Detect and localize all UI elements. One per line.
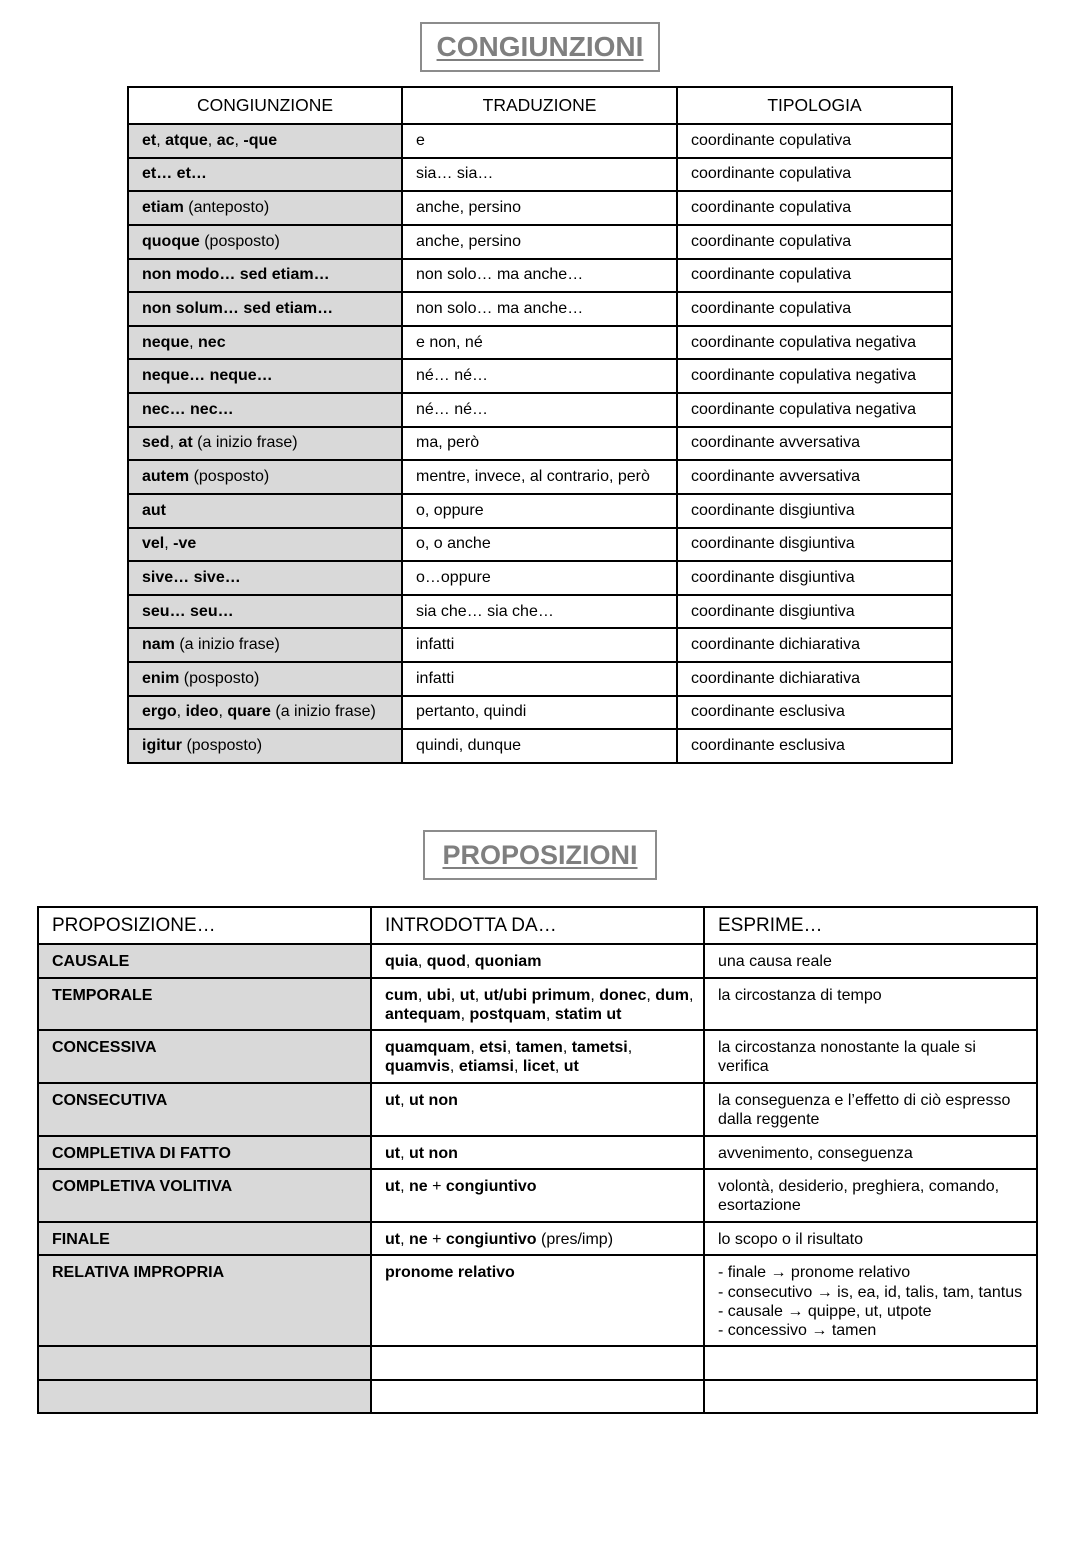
conjunction-cell — [129, 697, 403, 731]
plain-text: , — [449, 1058, 459, 1076]
expresses-line: - causale → quippe, ut, utpote — [718, 1302, 932, 1320]
table-header-row — [129, 88, 953, 125]
expresses-cell — [705, 1170, 1038, 1223]
conjunction-row — [129, 125, 953, 159]
plain-text: , — [506, 1039, 516, 1057]
typology-cell: coordinante disgiuntiva — [678, 529, 953, 563]
conjunction-cell — [129, 596, 403, 630]
latin-term: ubi — [426, 986, 451, 1004]
latin-term: ut — [385, 1230, 401, 1248]
conjunction-row — [129, 428, 953, 462]
plain-text: , — [646, 986, 656, 1004]
plain-text: , — [176, 703, 186, 721]
introduced-by-line — [385, 1230, 695, 1249]
plain-text: (a inizio frase) — [174, 636, 280, 654]
latin-term: -que — [243, 131, 278, 149]
conjunction-text — [142, 603, 234, 621]
plain-text: , — [400, 1178, 409, 1196]
typology-cell: coordinante avversativa — [678, 461, 953, 495]
expresses-cell — [705, 1031, 1038, 1084]
proposition-cell: CAUSALE — [39, 945, 372, 979]
latin-term: sed — [142, 434, 170, 452]
typology-cell: coordinante copulativa — [678, 226, 953, 260]
latin-term: atque — [165, 131, 208, 149]
latin-term: quoniam — [474, 953, 542, 970]
latin-term: ut — [385, 1144, 401, 1162]
translation-cell: né… né… — [403, 360, 678, 394]
plain-text: , — [470, 1039, 480, 1057]
latin-term: ut non — [409, 1091, 458, 1109]
latin-term: ut/ubi primum — [483, 986, 591, 1004]
conjunction-text — [142, 535, 196, 553]
latin-term: quod — [426, 953, 466, 970]
latin-term: antequam — [385, 1005, 461, 1023]
latin-term: neque… neque… — [142, 367, 273, 385]
blank-row — [39, 1347, 1038, 1381]
blank-cell — [39, 1381, 372, 1415]
conjunction-cell — [129, 159, 403, 193]
typology-cell: coordinante copulativa negativa — [678, 327, 953, 361]
plain-text: , — [207, 131, 217, 149]
latin-term: et — [142, 131, 157, 149]
conjunction-text — [142, 165, 207, 183]
conjunction-row — [129, 629, 953, 663]
latin-term: ne — [409, 1230, 428, 1248]
expresses-cell — [705, 1137, 1038, 1171]
introduced-by-line — [385, 1091, 695, 1110]
header-introduced-by: INTRODOTTA DA… — [372, 908, 705, 945]
conjunction-cell — [129, 360, 403, 394]
plain-text: , — [164, 535, 174, 553]
latin-term: neque — [142, 333, 190, 351]
introduced-by-line — [385, 1057, 695, 1076]
latin-term: statim ut — [554, 1005, 622, 1023]
translation-cell: sia che… sia che… — [403, 596, 678, 630]
plain-text: (a inizio frase) — [270, 703, 376, 721]
latin-term: nec… nec… — [142, 400, 234, 418]
plain-text: , — [554, 1058, 564, 1076]
conjunction-text — [142, 401, 234, 419]
conjunctions-table — [127, 86, 953, 764]
conjunction-row — [129, 730, 953, 764]
translation-cell: o…oppure — [403, 562, 678, 596]
header-conjunction: CONGIUNZIONE — [129, 88, 403, 125]
expresses-line: esortazione — [718, 1197, 801, 1215]
conjunction-text — [142, 300, 333, 318]
latin-term: -ve — [173, 535, 197, 553]
introduced-by-cell — [372, 1170, 705, 1223]
latin-term: ne — [409, 1178, 428, 1196]
conjunction-cell — [129, 730, 403, 764]
introduced-by-line — [385, 952, 695, 971]
latin-term: tametsi — [571, 1039, 628, 1057]
plain-text: (posposto) — [182, 737, 263, 755]
proposition-cell: COMPLETIVA DI FATTO — [39, 1137, 372, 1171]
conjunction-cell — [129, 192, 403, 226]
typology-cell: coordinante esclusiva — [678, 697, 953, 731]
conjunction-row — [129, 226, 953, 260]
translation-cell: ma, però — [403, 428, 678, 462]
expresses-line: la circostanza di tempo — [718, 986, 882, 1004]
blank-cell — [39, 1347, 372, 1381]
plain-text: , — [689, 986, 694, 1004]
proposition-row — [39, 945, 1038, 979]
introduced-by-cell — [372, 1223, 705, 1257]
translation-cell: anche, persino — [403, 192, 678, 226]
conjunction-row — [129, 495, 953, 529]
typology-cell: coordinante disgiuntiva — [678, 596, 953, 630]
latin-term: sive… sive… — [142, 568, 241, 586]
proposition-row — [39, 1084, 1038, 1137]
plain-text: , — [513, 1058, 523, 1076]
proposition-cell: CONCESSIVA — [39, 1031, 372, 1084]
blank-cell — [372, 1347, 705, 1381]
expresses-cell — [705, 945, 1038, 979]
plain-text: , — [417, 986, 427, 1004]
plain-text: , — [562, 1039, 572, 1057]
conjunctions-title: CONGIUNZIONI — [436, 31, 644, 62]
conjunction-text — [142, 737, 262, 755]
conjunction-cell — [129, 260, 403, 294]
propositions-title-box — [423, 830, 657, 880]
plain-text: (a inizio frase) — [192, 434, 298, 452]
conjunction-row — [129, 260, 953, 294]
latin-term: quoque — [142, 232, 200, 250]
conjunction-row — [129, 562, 953, 596]
introduced-by-line — [385, 1038, 695, 1057]
typology-cell: coordinante esclusiva — [678, 730, 953, 764]
conjunction-cell — [129, 629, 403, 663]
translation-cell: infatti — [403, 629, 678, 663]
proposition-row — [39, 1256, 1038, 1347]
typology-cell: coordinante avversativa — [678, 428, 953, 462]
latin-term: ergo — [142, 703, 177, 721]
introduced-by-line — [385, 986, 695, 1005]
typology-cell: coordinante copulativa — [678, 260, 953, 294]
plain-text: , — [218, 703, 228, 721]
introduced-by-line — [385, 1144, 695, 1163]
expresses-line: verifica — [718, 1058, 769, 1076]
latin-term: enim — [142, 669, 180, 687]
translation-cell: anche, persino — [403, 226, 678, 260]
propositions-title: PROPOSIZIONI — [442, 839, 638, 870]
conjunctions-table-body — [129, 125, 953, 764]
conjunction-cell — [129, 293, 403, 327]
plain-text: , — [169, 434, 179, 452]
expresses-line: la conseguenza e l’effetto di ciò espresso — [718, 1091, 1011, 1109]
latin-term: quamquam — [385, 1039, 471, 1057]
plain-text: , — [234, 131, 244, 149]
latin-term: seu… seu… — [142, 602, 234, 620]
plain-text: , — [189, 333, 199, 351]
conjunction-row — [129, 192, 953, 226]
latin-term: ut — [385, 1178, 401, 1196]
latin-term: postquam — [469, 1005, 546, 1023]
conjunction-row — [129, 394, 953, 428]
introduced-by-cell — [372, 979, 705, 1032]
introduced-by-line — [385, 1005, 695, 1024]
latin-term: dum — [655, 986, 690, 1004]
table-header-row — [39, 908, 1038, 945]
conjunction-cell — [129, 428, 403, 462]
header-translation: TRADUZIONE — [403, 88, 678, 125]
typology-cell: coordinante copulativa negativa — [678, 360, 953, 394]
conjunction-text — [142, 266, 330, 284]
conjunction-row — [129, 697, 953, 731]
conjunction-text — [142, 468, 269, 486]
latin-term: congiuntivo — [445, 1178, 537, 1196]
header-proposition: PROPOSIZIONE… — [39, 908, 372, 945]
plain-text: , — [156, 131, 166, 149]
typology-cell: coordinante copulativa — [678, 293, 953, 327]
translation-cell: sia… sia… — [403, 159, 678, 193]
plain-text: , — [400, 1230, 409, 1248]
latin-term: licet — [522, 1058, 555, 1076]
conjunction-text — [142, 233, 280, 251]
latin-term: cum — [385, 986, 418, 1004]
conjunction-row — [129, 360, 953, 394]
expresses-line: dalla reggente — [718, 1111, 820, 1129]
conjunctions-title-box — [420, 22, 660, 72]
conjunction-row — [129, 461, 953, 495]
latin-term: quia — [385, 953, 418, 970]
conjunction-text — [142, 502, 166, 520]
conjunction-text — [142, 367, 273, 385]
proposition-cell: TEMPORALE — [39, 979, 372, 1032]
latin-term: ideo — [185, 703, 219, 721]
blank-cell — [372, 1381, 705, 1415]
propositions-table-body — [39, 945, 1038, 1414]
plain-text: (pres/imp) — [536, 1230, 614, 1248]
plain-text: + — [427, 1230, 446, 1248]
introduced-by-cell — [372, 1256, 705, 1347]
translation-cell: e — [403, 125, 678, 159]
conjunction-text — [142, 703, 376, 721]
plain-text: (posposto) — [179, 669, 260, 687]
expresses-cell — [705, 1223, 1038, 1257]
latin-term: nam — [142, 636, 175, 654]
proposition-row — [39, 1137, 1038, 1171]
plain-text: , — [590, 986, 600, 1004]
latin-term: ut — [563, 1058, 579, 1076]
conjunction-cell — [129, 461, 403, 495]
conjunction-row — [129, 293, 953, 327]
plain-text: , — [417, 953, 427, 970]
conjunction-text — [142, 670, 259, 688]
proposition-row — [39, 1031, 1038, 1084]
conjunction-cell — [129, 394, 403, 428]
expresses-cell — [705, 1256, 1038, 1347]
plain-text: , — [474, 986, 484, 1004]
latin-term: ut — [385, 1091, 401, 1109]
typology-cell: coordinante disgiuntiva — [678, 495, 953, 529]
latin-term: etiam — [142, 199, 184, 217]
conjunction-cell — [129, 226, 403, 260]
proposition-cell: RELATIVA IMPROPRIA — [39, 1256, 372, 1347]
conjunction-text — [142, 636, 280, 654]
translation-cell: pertanto, quindi — [403, 697, 678, 731]
typology-cell: coordinante dichiarativa — [678, 629, 953, 663]
plain-text: , — [465, 953, 475, 970]
header-expresses: ESPRIME… — [705, 908, 1038, 945]
expresses-line: lo scopo o il risultato — [718, 1230, 863, 1248]
translation-cell: o, o anche — [403, 529, 678, 563]
translation-cell: non solo… ma anche… — [403, 293, 678, 327]
expresses-line: - concessivo → tamen — [718, 1321, 877, 1339]
latin-term: igitur — [142, 737, 182, 755]
plain-text: (posposto) — [199, 232, 280, 250]
typology-cell: coordinante copulativa — [678, 125, 953, 159]
translation-cell: mentre, invece, al contrario, però — [403, 461, 678, 495]
proposition-cell: FINALE — [39, 1223, 372, 1257]
latin-term: ut — [459, 986, 475, 1004]
blank-cell — [705, 1347, 1038, 1381]
typology-cell: coordinante copulativa negativa — [678, 394, 953, 428]
conjunction-cell — [129, 663, 403, 697]
translation-cell: e non, né — [403, 327, 678, 361]
latin-term: etiamsi — [458, 1058, 514, 1076]
conjunction-cell — [129, 529, 403, 563]
plain-text: , — [460, 1005, 470, 1023]
conjunction-cell — [129, 327, 403, 361]
conjunction-text — [142, 569, 241, 587]
conjunction-text — [142, 199, 269, 217]
latin-term: donec — [599, 986, 647, 1004]
latin-term: tamen — [515, 1039, 563, 1057]
proposition-row — [39, 1223, 1038, 1257]
blank-row — [39, 1381, 1038, 1415]
plain-text: (posposto) — [189, 468, 270, 486]
conjunction-cell — [129, 562, 403, 596]
conjunction-row — [129, 596, 953, 630]
translation-cell: né… né… — [403, 394, 678, 428]
expresses-line: - finale → pronome relativo — [718, 1264, 911, 1282]
plain-text: , — [627, 1039, 633, 1057]
introduced-by-line — [385, 1177, 695, 1196]
propositions-table — [37, 906, 1038, 1414]
conjunction-row — [129, 529, 953, 563]
introduced-by-cell — [372, 1137, 705, 1171]
latin-term: non modo… sed etiam… — [142, 266, 330, 284]
plain-text: + — [427, 1178, 446, 1196]
latin-term: aut — [142, 501, 166, 519]
latin-term: at — [178, 434, 193, 452]
expresses-line: volontà, desiderio, preghiera, comando, — [718, 1178, 1000, 1196]
conjunction-text — [142, 132, 277, 150]
translation-cell: infatti — [403, 663, 678, 697]
introduced-by-cell — [372, 1031, 705, 1084]
conjunction-row — [129, 159, 953, 193]
conjunction-row — [129, 327, 953, 361]
plain-text: , — [450, 986, 460, 1004]
translation-cell: o, oppure — [403, 495, 678, 529]
latin-term: vel — [142, 535, 165, 553]
latin-term: ut non — [409, 1144, 458, 1162]
expresses-cell — [705, 979, 1038, 1032]
typology-cell: coordinante dichiarativa — [678, 663, 953, 697]
expresses-line: una causa reale — [718, 953, 832, 970]
latin-term: congiuntivo — [445, 1230, 537, 1248]
proposition-cell: CONSECUTIVA — [39, 1084, 372, 1137]
plain-text: , — [400, 1144, 409, 1162]
latin-term: non solum… sed etiam… — [142, 299, 334, 317]
latin-term: autem — [142, 468, 190, 486]
expresses-line: - consecutivo → is, ea, id, talis, tam, tantus — [718, 1283, 1023, 1301]
introduced-by-line — [385, 1263, 695, 1282]
latin-term: quare — [227, 703, 271, 721]
blank-cell — [705, 1381, 1038, 1415]
latin-term: quamvis — [385, 1058, 450, 1076]
expresses-line: avvenimento, conseguenza — [718, 1144, 913, 1162]
conjunction-cell — [129, 495, 403, 529]
proposition-row — [39, 979, 1038, 1032]
proposition-cell: COMPLETIVA VOLITIVA — [39, 1170, 372, 1223]
typology-cell: coordinante copulativa — [678, 192, 953, 226]
plain-text: , — [545, 1005, 555, 1023]
plain-text: , — [400, 1091, 409, 1109]
conjunction-text — [142, 334, 226, 352]
conjunction-row — [129, 663, 953, 697]
latin-term: nec — [198, 333, 226, 351]
introduced-by-cell — [372, 945, 705, 979]
header-typology: TIPOLOGIA — [678, 88, 953, 125]
expresses-line: la circostanza nonostante la quale si — [718, 1039, 976, 1057]
latin-term: pronome relativo — [385, 1264, 515, 1282]
proposition-row — [39, 1170, 1038, 1223]
expresses-cell — [705, 1084, 1038, 1137]
conjunction-cell — [129, 125, 403, 159]
latin-term: et… et… — [142, 165, 207, 183]
latin-term: ac — [216, 131, 235, 149]
translation-cell: non solo… ma anche… — [403, 260, 678, 294]
introduced-by-cell — [372, 1084, 705, 1137]
translation-cell: quindi, dunque — [403, 730, 678, 764]
conjunction-text — [142, 434, 298, 452]
latin-term: etsi — [479, 1039, 507, 1057]
plain-text: (anteposto) — [183, 199, 270, 217]
typology-cell: coordinante disgiuntiva — [678, 562, 953, 596]
typology-cell: coordinante copulativa — [678, 159, 953, 193]
